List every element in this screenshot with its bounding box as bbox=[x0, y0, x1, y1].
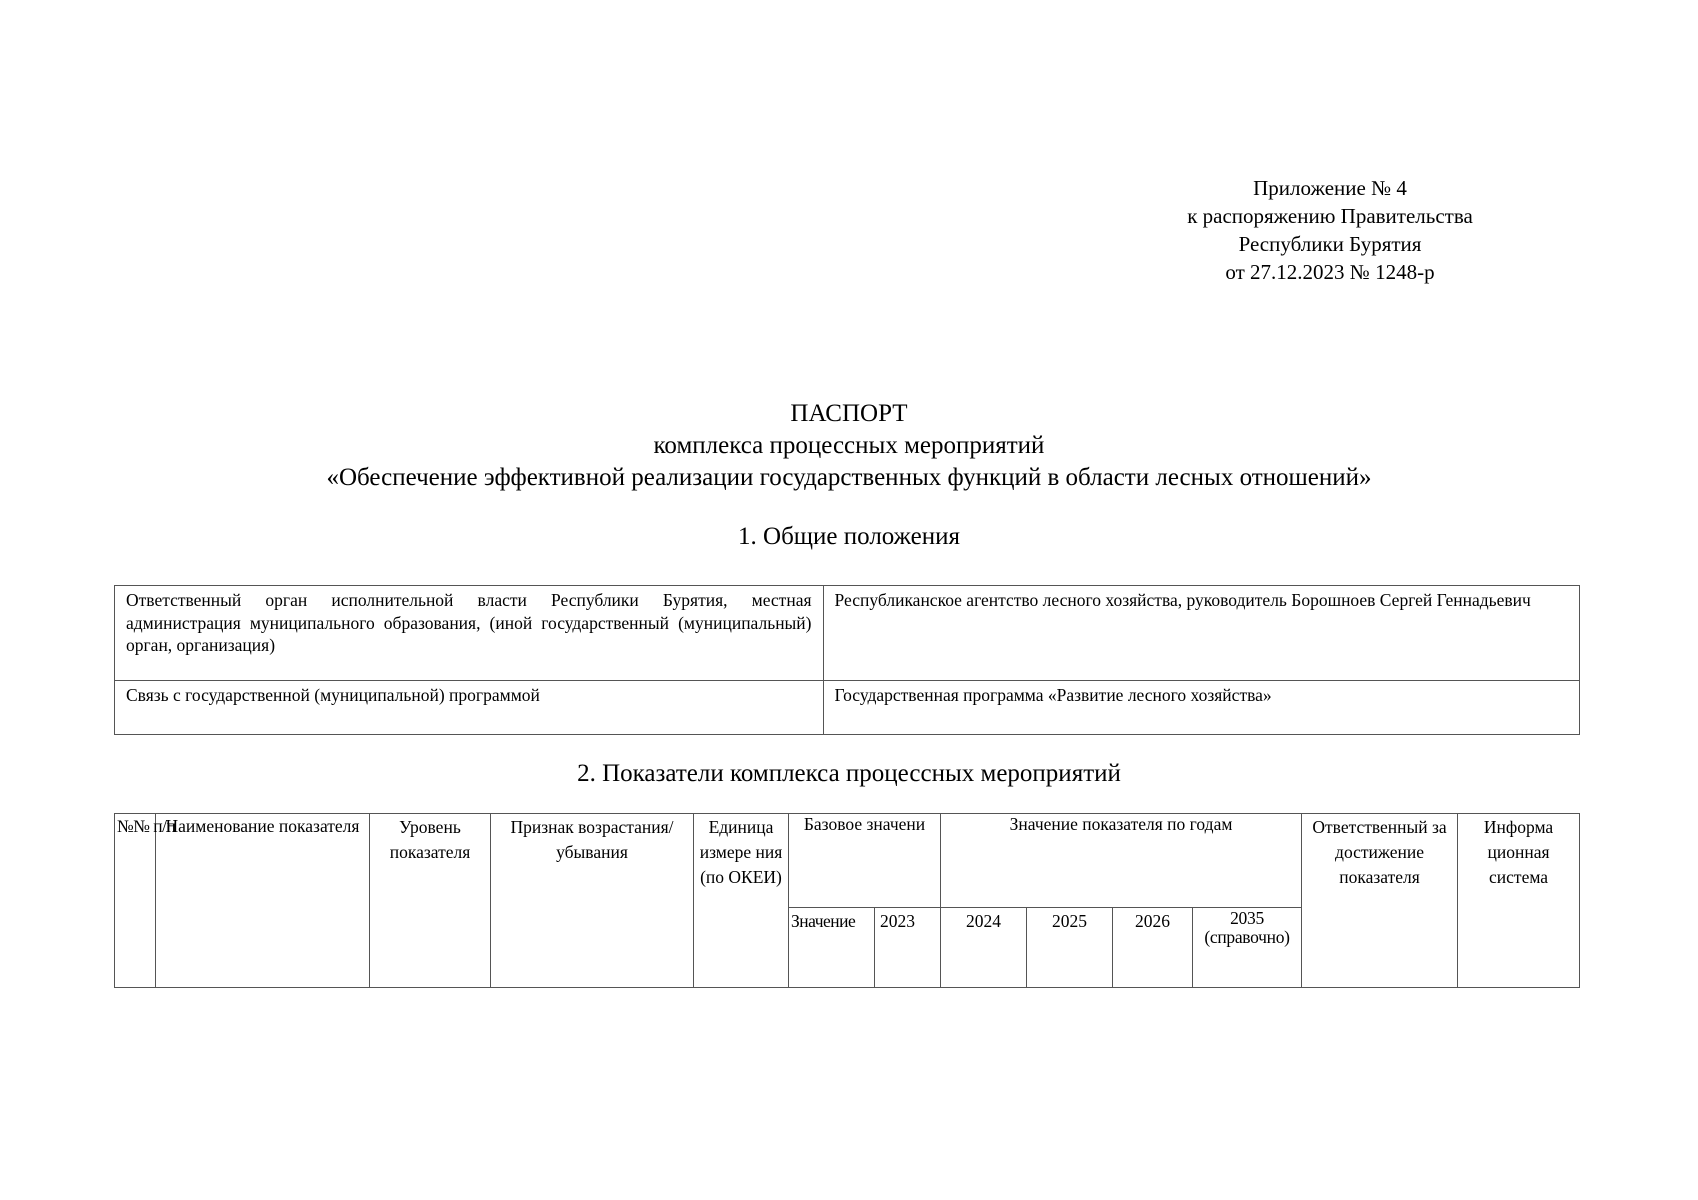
appendix-republic: Республики Бурятия bbox=[1238, 232, 1422, 256]
header-row bbox=[115, 814, 1580, 908]
document-name: «Обеспечение эффективной реализации государственных функций в области лесных отношений» bbox=[326, 464, 1372, 491]
col-header-name: Наименование показателя bbox=[156, 814, 370, 988]
table-row bbox=[115, 586, 1580, 681]
document-subtitle: комплекса процессных мероприятий bbox=[653, 432, 1045, 459]
col-header-system: Информа ционная система bbox=[1458, 814, 1580, 988]
col-header-responsible: Ответственный за достижение показателя bbox=[1302, 814, 1458, 988]
col-header-year-2025: 2025 bbox=[1027, 908, 1113, 988]
col-header-year-2024: 2024 bbox=[941, 908, 1027, 988]
col-header-years-group: Значение показателя по годам bbox=[941, 814, 1302, 908]
col-header-base-year: 2023 bbox=[875, 908, 941, 988]
col-header-base-value: Значение bbox=[789, 908, 875, 988]
document-title: ПАСПОРТ bbox=[790, 400, 908, 427]
appendix-block bbox=[1130, 174, 1530, 286]
col-header-unit: Единица измере ния (по ОКЕИ) bbox=[694, 814, 789, 988]
general-provisions-table bbox=[114, 585, 1580, 735]
col-header-trend: Признак возрастания/убывания bbox=[491, 814, 694, 988]
col-header-year-2035: 2035 (справочно) bbox=[1193, 908, 1302, 988]
col-header-year-2026: 2026 bbox=[1113, 908, 1193, 988]
program-link-value: Государственная программа «Развитие лесного хозяйства» bbox=[823, 681, 1579, 735]
col-header-number: №№ п/п bbox=[115, 814, 156, 988]
appendix-order: к распоряжению Правительства bbox=[1187, 204, 1473, 228]
col-header-base: Базовое значени bbox=[789, 814, 941, 908]
responsible-body-value: Республиканское агентство лесного хозяйства, руководитель Борошноев Сергей Геннадьевич bbox=[823, 586, 1579, 681]
document-heading bbox=[0, 398, 1698, 494]
indicators-table bbox=[114, 813, 1580, 988]
col-header-level: Уровень показателя bbox=[370, 814, 491, 988]
responsible-body-label: Ответственный орган исполнительной власти Республики Бурятия, местная администрация муниципального образования, (иной государственный (муниципальный) орган, организация) bbox=[115, 586, 824, 681]
appendix-date: от 27.12.2023 № 1248-р bbox=[1225, 260, 1435, 284]
program-link-label: Связь с государственной (муниципальной) программой bbox=[115, 681, 824, 735]
appendix-number: Приложение № 4 bbox=[1253, 176, 1407, 200]
table-row bbox=[115, 681, 1580, 735]
section-2-title: 2. Показатели комплекса процессных мероприятий bbox=[577, 760, 1121, 787]
section-1-title: 1. Общие положения bbox=[738, 523, 960, 550]
